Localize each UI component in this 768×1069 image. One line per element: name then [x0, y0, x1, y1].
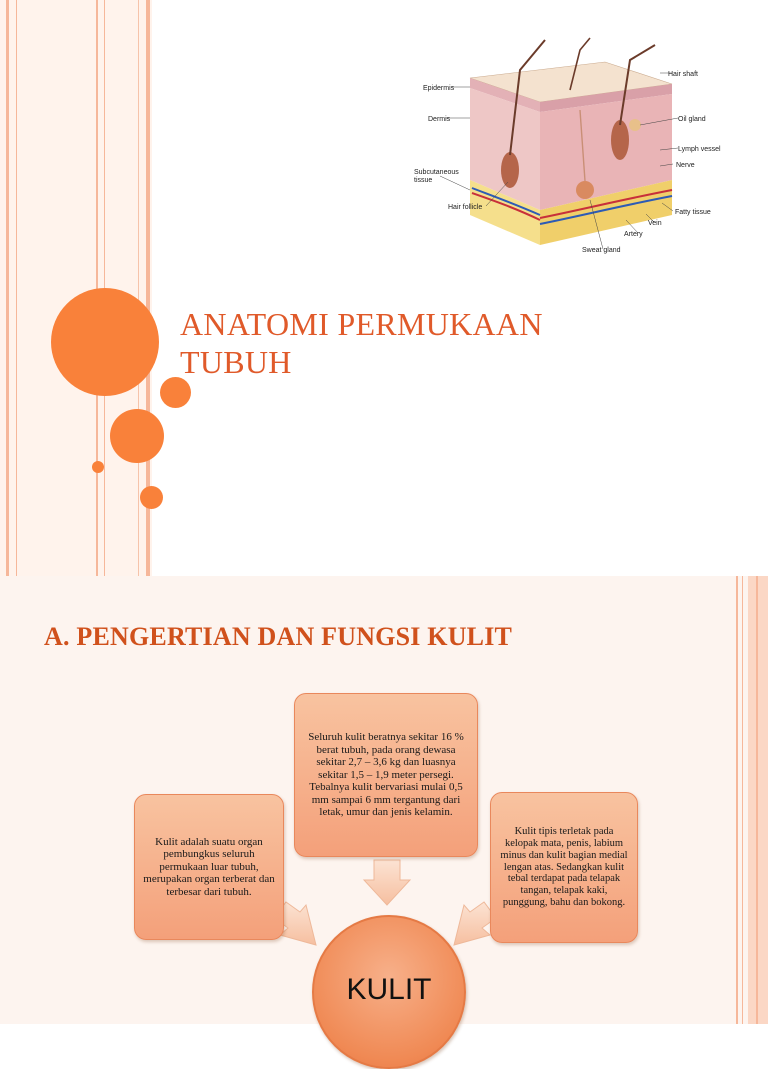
label-artery: Artery [624, 231, 643, 238]
label-epidermis: Epidermis [423, 85, 455, 92]
info-box-weight [294, 693, 478, 857]
decorative-circle-small [92, 461, 104, 473]
stripe-line [16, 0, 17, 576]
label-tissue: tissue [414, 177, 433, 184]
label-fatty-tissue: Fatty tissue [675, 209, 711, 216]
label-hair-follicle: Hair follicle [448, 204, 483, 211]
section-title: A. PENGERTIAN DAN FUNGSI KULIT [44, 622, 513, 651]
stripe-line [736, 576, 738, 1024]
label-vein: Vein [648, 220, 662, 227]
info-box-thickness [490, 792, 638, 943]
left-stripe-background [0, 0, 152, 576]
label-hair-shaft: Hair shaft [668, 71, 698, 78]
label-subcutaneous: Subcutaneous [414, 169, 459, 176]
label-sweat-gland: Sweat gland [582, 247, 621, 254]
label-lymph-vessel: Lymph vessel [678, 146, 721, 153]
stripe-line [6, 0, 9, 576]
stripe-line [756, 576, 758, 1024]
center-label: KULIT [346, 973, 432, 1006]
skin-anatomy-figure [410, 30, 730, 270]
title-line-2: TUBUH [180, 344, 292, 380]
decorative-circle [110, 409, 164, 463]
page-title [180, 305, 600, 381]
label-dermis: Dermis [428, 116, 451, 123]
info-box-definition [134, 794, 284, 940]
info-box-definition-text: Kulit adalah suatu organ pembungkus seluruh permukaan luar tubuh, merupakan organ terberat dan terbesar dari tubuh. [143, 835, 275, 898]
decorative-circle [160, 377, 191, 408]
label-nerve: Nerve [676, 162, 695, 169]
stripe-line [742, 576, 743, 1024]
info-box-thickness-text: Kulit tipis terletak pada kelopak mata, penis, labium minus dan kulit bagian medial lengan atas. Sedangkan kulit tebal terdapat pada telapak tangan, telapak kaki, punggung, bahu dan bokong. [500, 826, 628, 908]
stripe-line [138, 0, 139, 576]
label-oil-gland: Oil gland [678, 116, 706, 123]
info-box-weight-text: Seluruh kulit beratnya sekitar 16 % berat tubuh, pada orang dewasa sekitar 2,7 – 3,6 kg dan luasnya sekitar 1,5 – 1,9 meter persegi. Tebalnya kulit bervariasi mulai 0,5 mm sampai 6 mm tergantung dari letak, umur dan jenis kelamin. [308, 731, 464, 819]
title-line-1: ANATOMI PERMUKAAN [180, 306, 543, 342]
decorative-circle [140, 486, 163, 509]
decorative-circle-large [51, 288, 159, 396]
stripe-band [748, 576, 768, 1024]
